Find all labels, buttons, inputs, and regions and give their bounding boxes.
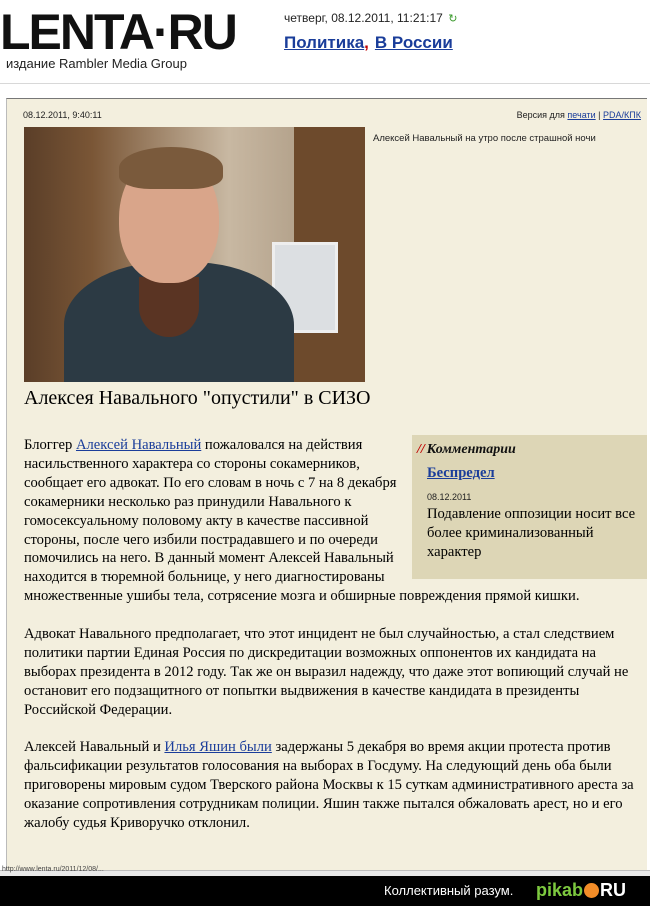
pda-version-link[interactable]: PDA/КПК (603, 110, 641, 120)
navalny-link[interactable]: Алексей Навальный (75, 437, 202, 453)
lenta-logo[interactable]: LENTA·RU (0, 4, 236, 60)
comment-text: Подавление оппозиции носит все более криминализованный характер (427, 506, 636, 560)
pikabu-slogan: Коллективный разум. (384, 883, 514, 898)
article-paragraph-3 (24, 738, 647, 833)
publisher-label: издание Rambler Media Group (6, 56, 187, 71)
article-body (24, 436, 647, 852)
pikabu-watermark (0, 876, 650, 906)
photo-caption: Алексей Навальный на утро после страшной ночи (373, 133, 596, 144)
version-separator: | (598, 110, 601, 120)
breadcrumb-separator: , (364, 33, 369, 52)
pikabu-logo (536, 880, 626, 901)
comments-title (417, 441, 516, 460)
paragraph-text: пожаловался на действия насильственного характера со стороны сокамерников, сообщает его адвокат. По его словам в ночь с 7 на 8 декабря сокамерники несколько раз принудили Навального к гомосексуальному половому акту в качестве пассивной стороны, после чего избили пострадавшего и по очереди помочились на него. В данный момент Алексей Навальный находится в тюремной больнице, у него диагностированы множественные ушибы тела, сотрясение мозга и обширные повреждения прямой кишки. (24, 437, 580, 605)
comments-box (412, 435, 647, 579)
pikabu-logo-right: RU (600, 880, 627, 900)
header-date (284, 11, 457, 25)
paragraph-text: задержаны 5 декабря во время акции протеста против фальсификации результатов голосования на выборах в Госдуму. На следующий день оба были приговорены мировым судом Тверского района Москвы к 15 суткам административного ареста за оказание сопротивления сотрудникам полиции. Яшин также пытался обжаловать арест, но и его жалобу судья Криворучко отклонил. (24, 739, 634, 832)
status-bar-text: http://www.lenta.ru/2011/12/08/... (2, 866, 104, 873)
pikabu-logo-left: pikab (536, 880, 584, 900)
article-timestamp: 08.12.2011, 9:40:11 (23, 110, 102, 120)
article-headline: Алексея Навального "опустили" в СИЗО (24, 387, 371, 409)
paragraph-text: Алексей Навальный и (24, 739, 165, 756)
header-divider (0, 83, 650, 84)
paragraph-text: Блоггер (24, 437, 76, 453)
category-politics-link[interactable]: Политика (284, 33, 365, 52)
comment-date: 08.12.2011 (427, 492, 472, 502)
yashin-link[interactable]: Илья Яшин были (164, 739, 272, 756)
article-container (6, 98, 647, 871)
double-slash-icon: // (417, 442, 425, 457)
version-links (517, 110, 641, 120)
refresh-icon[interactable]: ↻ (448, 13, 458, 25)
article-paragraph-2: Адвокат Навального предполагает, что этот инцидент не был случайностью, а стал следствием политики партии Единая Россия по дискредитации возможных оппонентов их кандидата на выборах президента в 2012 году. Так же он выразил надежду, что даже этот вопиющий случай не остановит его подзащитного от попытки выдвижения в качестве кандидата в президенты Российской Федерации. (24, 626, 629, 718)
category-russia-link[interactable]: В России (374, 33, 453, 52)
print-version-link[interactable]: печати (567, 110, 596, 120)
article-photo (24, 127, 365, 382)
comments-title-text: Комментарии (426, 442, 516, 457)
version-prefix: Версия для (516, 110, 565, 120)
pikabu-circle-icon (584, 883, 599, 898)
breadcrumb (284, 33, 453, 53)
header-date-text: четверг, 08.12.2011, 11:21:17 (284, 11, 443, 25)
comment-link[interactable]: Беспредел (427, 465, 495, 481)
